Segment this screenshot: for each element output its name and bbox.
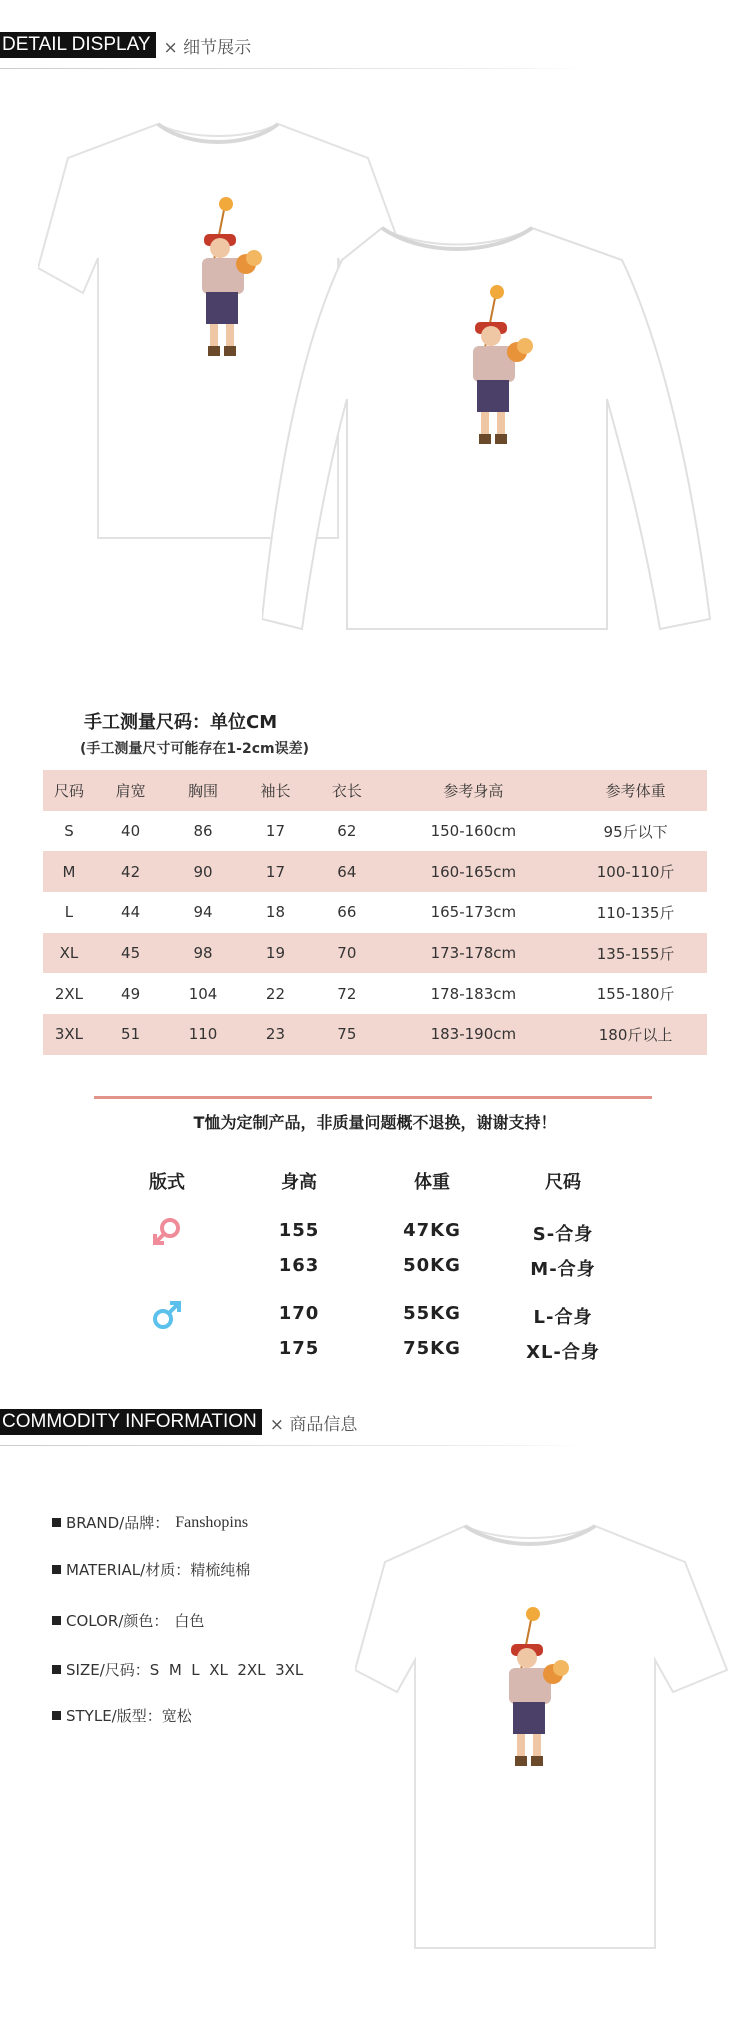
header-cell: 尺码 (43, 770, 95, 811)
table-cell: 49 (121, 984, 141, 1003)
recommend-header-size: 尺码 (545, 1172, 581, 1193)
notice-text: T恤为定制产品，非质量问题概不退换，谢谢支持！ (193, 1113, 557, 1132)
info-size (52, 1659, 303, 1680)
table-header-row (43, 770, 707, 811)
info-color-value: 白色 (174, 1612, 205, 1630)
bullet-icon (52, 1665, 61, 1674)
table-cell: 155-180斤 (596, 985, 675, 1004)
info-brand-value: Fanshopins (175, 1513, 249, 1531)
table-cell: 23 (240, 1014, 311, 1055)
female-height-1: 155 (278, 1220, 320, 1241)
notice-divider (94, 1096, 652, 1099)
table-row (43, 973, 707, 1014)
commodity-divider (0, 1445, 585, 1446)
table-cell: 90 (166, 851, 240, 892)
table-cell: 165-173cm (430, 903, 517, 922)
detail-display-tag: DETAIL DISPLAY (0, 32, 156, 58)
table-cell: 178-183cm (430, 984, 517, 1003)
table-row (43, 811, 707, 852)
table-cell: 72 (337, 984, 357, 1003)
info-material-value: 精梳纯棉 (190, 1561, 251, 1579)
female-size-1: S-合身 (532, 1224, 594, 1245)
bullet-icon (52, 1565, 61, 1574)
male-weight-1: 55KG (403, 1303, 461, 1324)
info-brand (52, 1512, 248, 1533)
recommend-header-weight: 体重 (414, 1172, 450, 1193)
table-cell: 86 (193, 822, 213, 841)
table-cell: 160-165cm (383, 851, 565, 892)
table-cell: 2XL (54, 984, 84, 1003)
table-cell: 180斤以上 (564, 1014, 707, 1055)
info-material (52, 1559, 250, 1580)
table-cell: 173-178cm (383, 933, 565, 974)
size-table (43, 770, 707, 1055)
info-color (52, 1610, 204, 1631)
table-row (43, 1014, 707, 1055)
table-cell: 51 (95, 1014, 166, 1055)
table-cell: 100-110斤 (564, 851, 707, 892)
table-cell: 183-190cm (383, 1014, 565, 1055)
table-cell: 98 (166, 933, 240, 974)
table-cell: XL (43, 933, 95, 974)
commodity-info-tag: COMMODITY INFORMATION (0, 1409, 262, 1435)
table-cell: 19 (240, 933, 311, 974)
header-cell: 参考身高 (383, 770, 565, 811)
male-height-1: 170 (278, 1303, 320, 1324)
table-cell: 17 (265, 822, 286, 841)
table-cell: 75 (311, 1014, 382, 1055)
recommend-header-style: 版式 (149, 1172, 185, 1193)
info-brand-label: BRAND/品牌： (66, 1514, 170, 1532)
table-cell: 45 (95, 933, 166, 974)
info-style-value: 宽松 (161, 1707, 192, 1725)
male-symbol-icon (150, 1298, 184, 1332)
commodity-info-header (0, 1409, 357, 1435)
table-cell: 110 (166, 1014, 240, 1055)
table-cell: 40 (121, 822, 141, 841)
recommend-header-height: 身高 (281, 1172, 317, 1193)
detail-display-subtitle: × 细节展示 (163, 37, 252, 58)
female-height-2: 163 (278, 1255, 320, 1276)
detail-display-header (0, 32, 251, 58)
bullet-icon (52, 1518, 61, 1527)
male-size-2: XL-合身 (526, 1342, 600, 1363)
table-cell: 62 (337, 822, 357, 841)
table-cell: 18 (265, 903, 286, 922)
female-size-2: M-合身 (530, 1259, 596, 1280)
table-cell: 104 (188, 984, 218, 1003)
info-material-label: MATERIAL/材质： (66, 1561, 191, 1579)
info-color-label: COLOR/颜色： (66, 1612, 169, 1630)
female-weight-2: 50KG (403, 1255, 461, 1276)
male-height-2: 175 (278, 1338, 320, 1359)
table-row (43, 892, 707, 933)
size-chart-subtitle: (手工测量尺寸可能存在1-2cm误差) (80, 741, 309, 757)
table-cell: M (43, 851, 95, 892)
info-style (52, 1705, 192, 1726)
table-row (43, 933, 707, 974)
table-cell: 22 (265, 984, 286, 1003)
female-symbol-icon (150, 1215, 184, 1249)
table-cell: 66 (337, 903, 357, 922)
table-row (43, 851, 707, 892)
table-cell: L (64, 903, 74, 922)
bullet-icon (52, 1616, 61, 1625)
table-cell: 44 (121, 903, 141, 922)
table-cell: 110-135斤 (596, 903, 675, 922)
header-cell: 衣长 (311, 770, 382, 811)
info-size-value: S M L XL 2XL 3XL (149, 1660, 304, 1679)
header-cell: 袖长 (240, 770, 311, 811)
header-cell: 胸围 (166, 770, 240, 811)
female-weight-1: 47KG (403, 1220, 461, 1241)
size-chart-title: 手工测量尺码：单位CM (84, 712, 278, 733)
table-cell: 42 (95, 851, 166, 892)
table-cell: 17 (240, 851, 311, 892)
info-size-label: SIZE/尺码： (66, 1661, 150, 1679)
table-cell: 70 (311, 933, 382, 974)
table-cell: 94 (193, 903, 213, 922)
table-cell: 64 (311, 851, 382, 892)
table-cell: 135-155斤 (564, 933, 707, 974)
header-cell: 参考体重 (564, 770, 707, 811)
commodity-info-subtitle: × 商品信息 (269, 1414, 358, 1435)
table-cell: S (64, 822, 74, 841)
info-style-label: STYLE/版型： (66, 1707, 162, 1725)
detail-divider (0, 68, 585, 69)
table-cell: 150-160cm (430, 822, 517, 841)
table-cell: 95斤以下 (603, 822, 668, 841)
table-cell: 3XL (43, 1014, 95, 1055)
commodity-tshirt-image (355, 1520, 740, 1960)
header-cell: 肩宽 (95, 770, 166, 811)
male-size-1: L-合身 (533, 1307, 593, 1328)
male-weight-2: 75KG (403, 1338, 461, 1359)
long-sleeve-tshirt-image (262, 224, 732, 644)
bullet-icon (52, 1711, 61, 1720)
